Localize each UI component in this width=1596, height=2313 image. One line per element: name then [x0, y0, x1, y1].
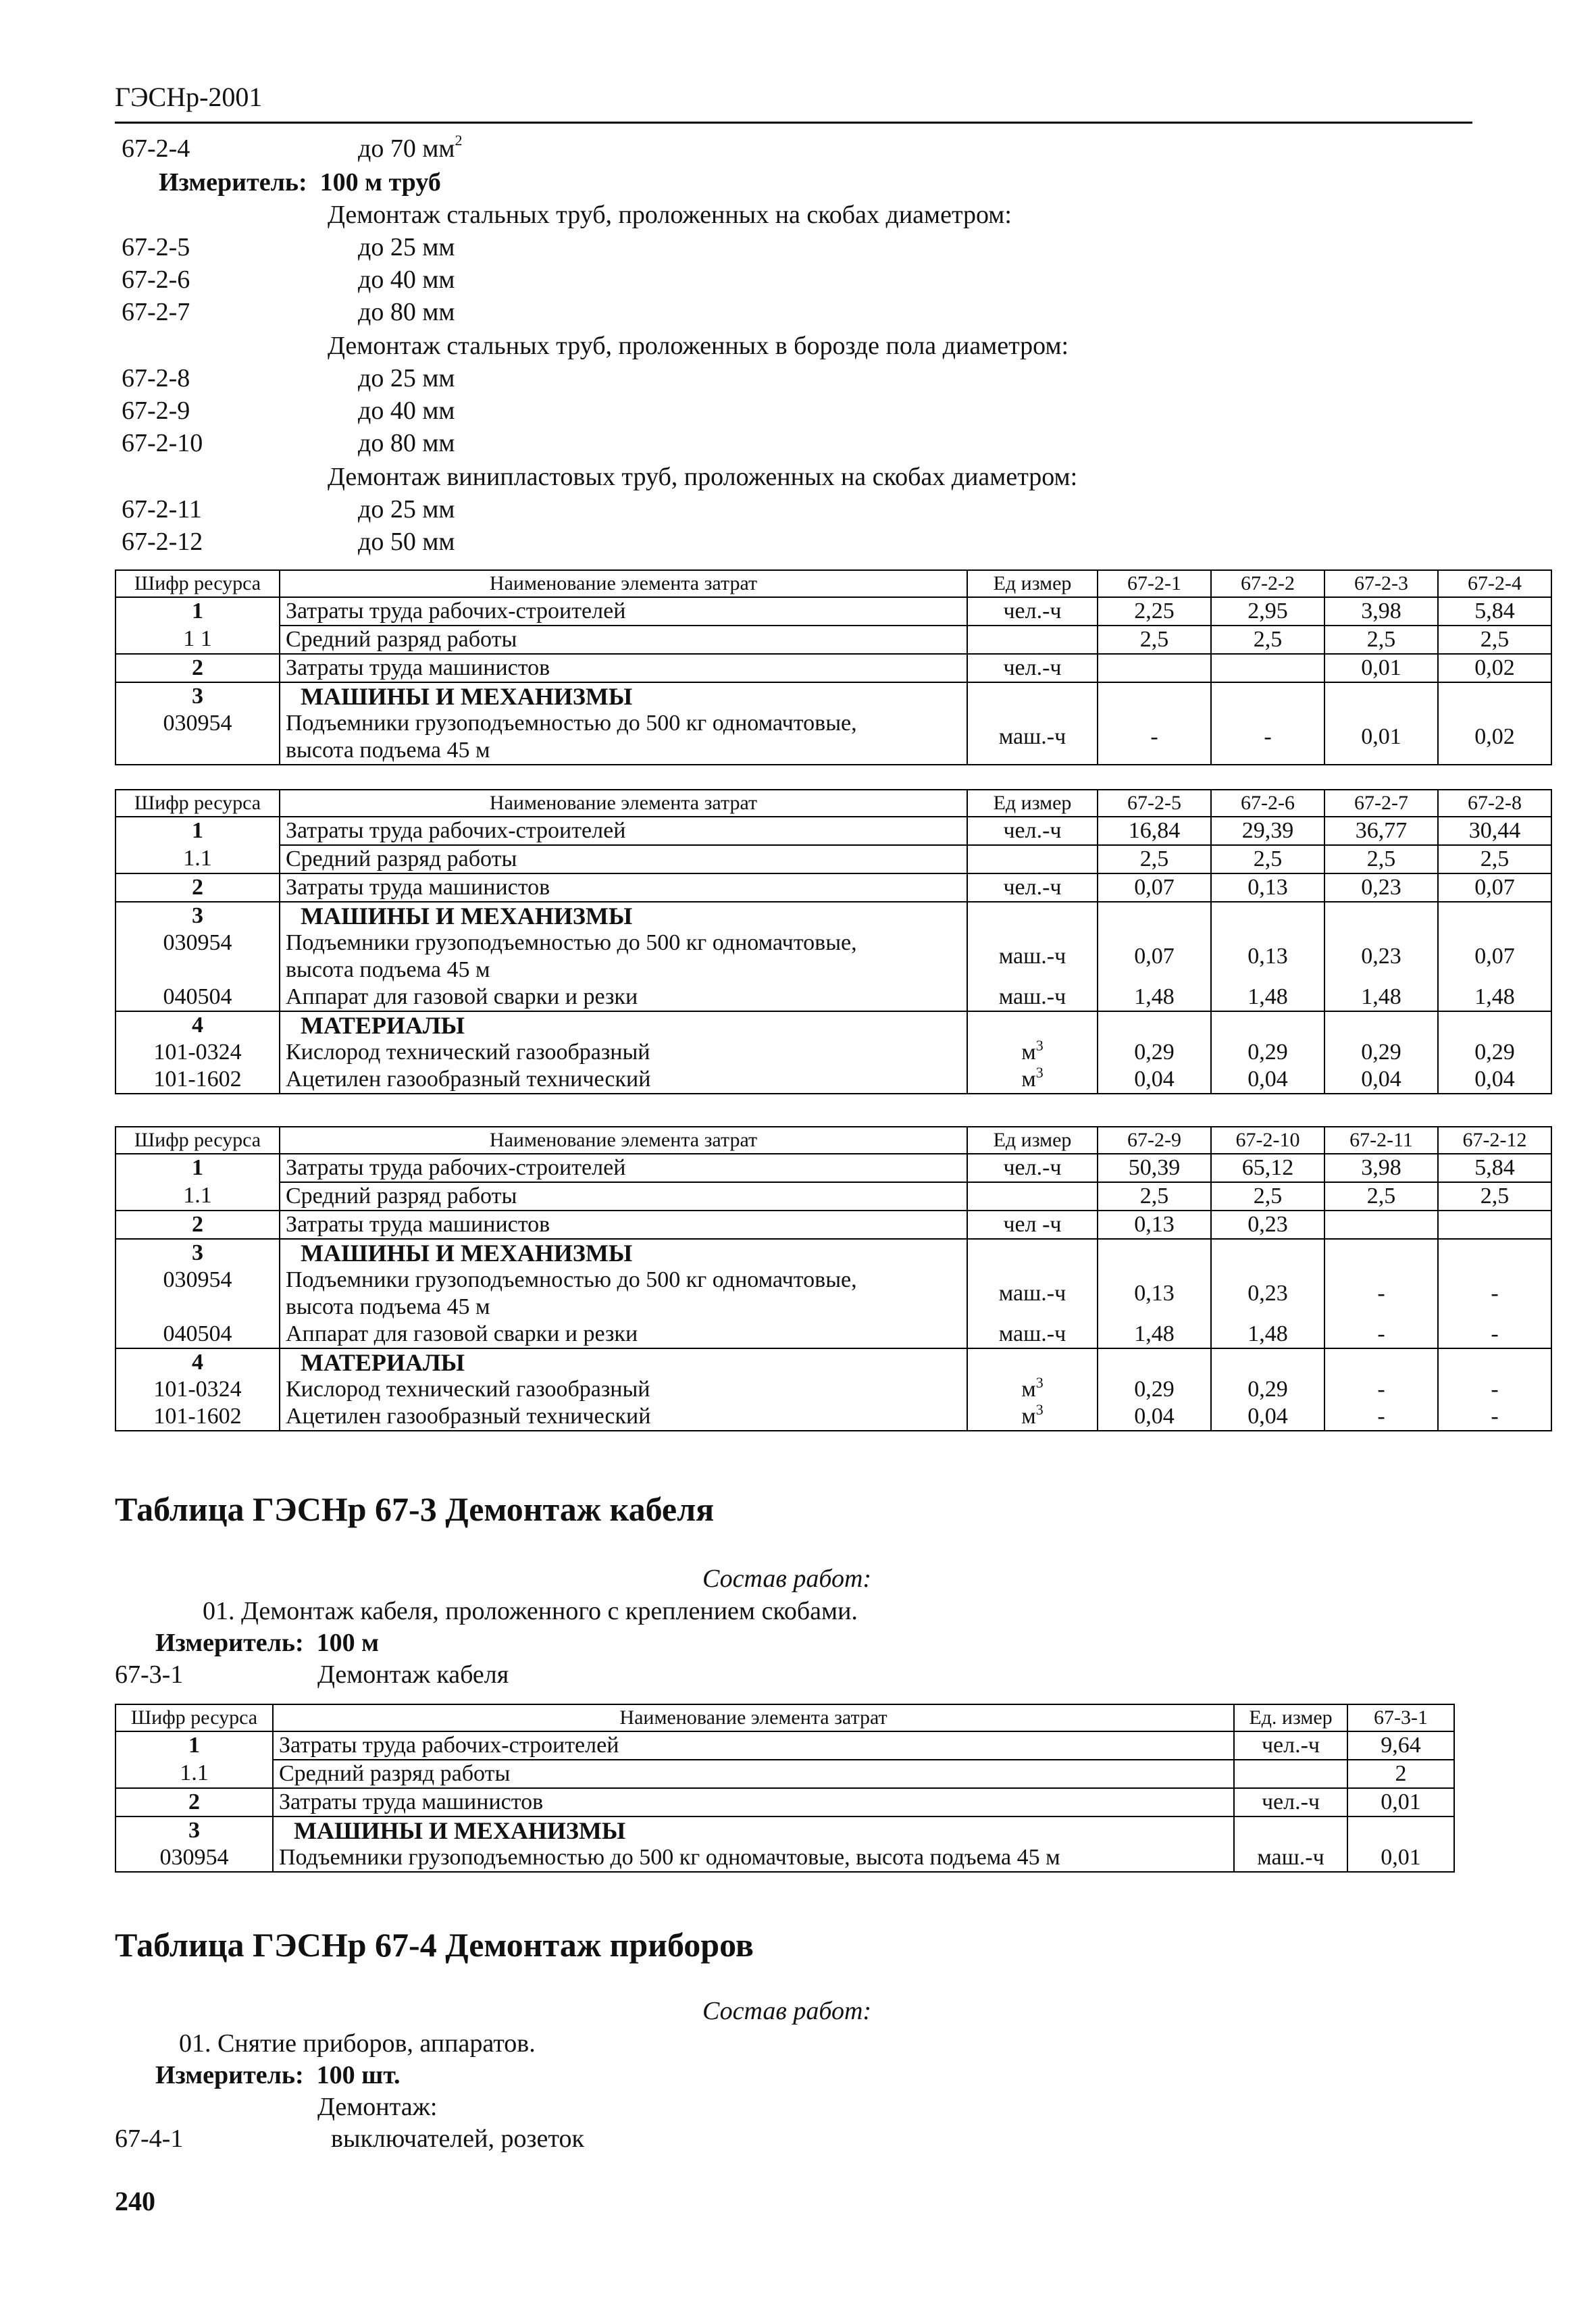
cell-value: 1,48: [1098, 984, 1211, 1011]
item-text: до 25 мм: [358, 495, 455, 524]
cell-value: 2,5: [1211, 845, 1324, 873]
cell-value: 0,29: [1098, 1039, 1211, 1066]
cell-name: Затраты труда машинистов: [280, 1211, 967, 1239]
cell-name: Затраты труда рабочих-строителей: [280, 817, 967, 845]
cell-code: 1: [115, 817, 280, 845]
table-row: [115, 1788, 1454, 1816]
cell-unit: чел.-ч: [1234, 1731, 1347, 1760]
header-name: Наименование элемента затрат: [280, 570, 967, 597]
table-row: [115, 1348, 1551, 1376]
cell-code: 101-1602: [115, 1403, 280, 1431]
cell-name: Ацетилен газообразный технический: [280, 1403, 967, 1431]
cell-empty: [1211, 1239, 1324, 1267]
cell-empty: [967, 1348, 1098, 1376]
cell-code: 3: [115, 902, 280, 930]
table-row: [115, 654, 1551, 682]
item-text: до 50 мм: [358, 528, 455, 556]
cell-empty: [1211, 1348, 1324, 1376]
item-text: до 40 мм: [358, 265, 455, 294]
cell-value: 36,77: [1324, 817, 1438, 845]
cell-value: 0,13: [1211, 930, 1324, 984]
group-heading: Демонтаж стальных труб, проложенных на скобах диаметром:: [328, 201, 1012, 229]
cell-value: 0,01: [1324, 710, 1438, 765]
cell-code: 1.1: [115, 1760, 273, 1788]
item-text: до 40 мм: [358, 397, 455, 425]
item-code: 67-2-6: [122, 265, 190, 294]
cell-code: 030954: [115, 710, 280, 765]
cell-unit: чел.-ч: [967, 654, 1098, 682]
item-code: 67-2-8: [122, 364, 190, 392]
cell-empty: [1098, 1239, 1211, 1267]
cell-value: 0,13: [1211, 873, 1324, 902]
cell-value: 2: [1347, 1760, 1454, 1788]
cell-unit: $м^3$: [967, 1403, 1098, 1431]
table-row: [115, 1760, 1454, 1788]
cell-value: 0,04: [1098, 1066, 1211, 1094]
table-header-row: [115, 570, 1551, 597]
cell-value: 0,29: [1438, 1039, 1551, 1066]
header-col: 67-2-3: [1324, 570, 1438, 597]
header-code: Шифр ресурса: [115, 1127, 280, 1154]
cell-code: 1.1: [115, 845, 280, 873]
cell-value: 2,5: [1438, 845, 1551, 873]
cell-empty: [1438, 1239, 1551, 1267]
cell-value: 3,98: [1324, 1154, 1438, 1182]
cell-code: 3: [115, 1239, 280, 1267]
cell-empty: [1098, 902, 1211, 930]
cell-unit: чел.-ч: [967, 1154, 1098, 1182]
cell-empty: [1098, 682, 1211, 710]
cell-name: Средний разряд работы: [280, 626, 967, 654]
table-row: [115, 1182, 1551, 1211]
cell-empty: [967, 1011, 1098, 1039]
table-row: [115, 1211, 1551, 1239]
cell-value: 0,02: [1438, 654, 1551, 682]
cell-unit: чел -ч: [967, 1211, 1098, 1239]
cell-code: 030954: [115, 930, 280, 984]
header-col: 67-2-12: [1438, 1127, 1551, 1154]
table-header-row: [115, 790, 1551, 817]
cell-empty: [1234, 1816, 1347, 1844]
cell-code: 1: [115, 597, 280, 626]
table-row: [115, 1039, 1551, 1066]
header-unit: Ед измер: [967, 790, 1098, 817]
table-row: [115, 1066, 1551, 1094]
section-title: Таблица ГЭСНр 67-4 Демонтаж приборов: [115, 1926, 754, 1964]
cell-name: Затраты труда рабочих-строителей: [273, 1731, 1234, 1760]
page-number: 240: [115, 2186, 155, 2216]
header-col: 67-2-5: [1098, 790, 1211, 817]
cell-code: 3: [115, 682, 280, 710]
cell-code: 101-0324: [115, 1376, 280, 1403]
cell-value: 2,5: [1098, 626, 1211, 654]
table-row: [115, 1376, 1551, 1403]
cell-code: 101-1602: [115, 1066, 280, 1094]
cell-empty: [1438, 682, 1551, 710]
cell-unit: маш.-ч: [967, 1267, 1098, 1321]
cell-value: 2,5: [1438, 626, 1551, 654]
cell-empty: [1098, 1011, 1211, 1039]
item-code: 67-2-9: [122, 397, 190, 425]
work-description: 01. Снятие приборов, аппаратов.: [179, 2029, 536, 2058]
cell-empty: [967, 1239, 1098, 1267]
table-row: [115, 1321, 1551, 1348]
cell-value: 50,39: [1098, 1154, 1211, 1182]
cell-name: Средний разряд работы: [280, 845, 967, 873]
cell-empty: [1211, 1011, 1324, 1039]
cell-code: 3: [115, 1816, 273, 1844]
cell-code: 1: [115, 1154, 280, 1182]
resource-table-4: [115, 1704, 1455, 1873]
cell-value: 1,48: [1211, 1321, 1324, 1348]
cell-empty: [1324, 682, 1438, 710]
header-col: 67-2-10: [1211, 1127, 1324, 1154]
cell-empty: [1438, 1011, 1551, 1039]
cell-unit: чел.-ч: [967, 817, 1098, 845]
cell-value: 0,23: [1211, 1211, 1324, 1239]
cell-empty: [1347, 1816, 1454, 1844]
cell-value: 2,5: [1211, 626, 1324, 654]
cell-unit: [1234, 1760, 1347, 1788]
cell-value: 0,29: [1324, 1039, 1438, 1066]
table-row: [115, 1844, 1454, 1872]
cell-value: 2,5: [1098, 1182, 1211, 1211]
table-row: [115, 1816, 1454, 1844]
cell-unit: $м^3$: [967, 1376, 1098, 1403]
header-col: 67-2-6: [1211, 790, 1324, 817]
running-header: ГЭСНр-2001: [115, 82, 263, 112]
cell-value: 0,23: [1324, 873, 1438, 902]
cell-code: 2: [115, 654, 280, 682]
composition-label: Состав работ:: [702, 1997, 872, 2025]
work-description: 01. Демонтаж кабеля, проложенного с креплением скобами.: [203, 1597, 858, 1625]
cell-code: 2: [115, 1211, 280, 1239]
cell-unit: маш.-ч: [967, 930, 1098, 984]
cell-value: -: [1211, 710, 1324, 765]
item-text: до 70 $мм^2$: [358, 132, 463, 163]
cell-code: 101-0324: [115, 1039, 280, 1066]
table-row: [115, 710, 1551, 765]
table-row: [115, 1239, 1551, 1267]
cell-unit: маш.-ч: [967, 710, 1098, 765]
cell-name: Затраты труда рабочих-строителей: [280, 597, 967, 626]
group-heading: Демонтаж винипластовых труб, проложенных на скобах диаметром:: [328, 463, 1078, 491]
cell-value: -: [1324, 1321, 1438, 1348]
cell-value: 0,04: [1211, 1403, 1324, 1431]
cell-name: Подъемники грузоподъемностью до 500 кг одномачтовые, высота подъема 45 м: [273, 1844, 1234, 1872]
cell-code: 1 1: [115, 626, 280, 654]
header-code: Шифр ресурса: [115, 790, 280, 817]
cell-empty: [967, 682, 1098, 710]
cell-value: 2,95: [1211, 597, 1324, 626]
cell-value: [1098, 654, 1211, 682]
cell-value: 0,07: [1438, 873, 1551, 902]
cell-value: -: [1324, 1376, 1438, 1403]
table-row: [115, 1011, 1551, 1039]
cell-value: 1,48: [1324, 984, 1438, 1011]
item-text: до 25 мм: [358, 364, 455, 392]
header-col: 67-2-7: [1324, 790, 1438, 817]
cell-value: -: [1324, 1403, 1438, 1431]
cell-empty: [1324, 902, 1438, 930]
item-code: 67-2-7: [122, 298, 190, 326]
cell-empty: [1324, 1348, 1438, 1376]
cell-empty: [1211, 902, 1324, 930]
cell-value: 5,84: [1438, 1154, 1551, 1182]
cell-value: 2,5: [1211, 1182, 1324, 1211]
section-title: Таблица ГЭСНр 67-3 Демонтаж кабеля: [115, 1490, 715, 1528]
header-col: 67-2-11: [1324, 1127, 1438, 1154]
table-row: [115, 1267, 1551, 1321]
cell-value: 0,02: [1438, 710, 1551, 765]
cell-name: Подъемники грузоподъемностью до 500 кг одномачтовые, высота подъема 45 м: [280, 710, 967, 765]
header-rule: [115, 122, 1472, 124]
cell-empty: [1324, 1011, 1438, 1039]
cell-value: 2,5: [1324, 845, 1438, 873]
cell-unit: чел.-ч: [967, 597, 1098, 626]
header-col: 67-3-1: [1347, 1704, 1454, 1731]
cell-empty: [1211, 682, 1324, 710]
item-text: до 80 мм: [358, 298, 455, 326]
cell-name: Затраты труда машинистов: [273, 1788, 1234, 1816]
cell-value: 0,01: [1347, 1844, 1454, 1872]
section-heading: МАШИНЫ И МЕХАНИЗМЫ: [280, 1239, 967, 1267]
table-row: [115, 1403, 1551, 1431]
cell-code: 040504: [115, 984, 280, 1011]
cell-value: 0,07: [1098, 930, 1211, 984]
section-heading: МАТЕРИАЛЫ: [280, 1011, 967, 1039]
item-text: Демонтаж кабеля: [317, 1660, 509, 1689]
cell-value: 0,04: [1211, 1066, 1324, 1094]
header-col: 67-2-1: [1098, 570, 1211, 597]
cell-empty: [1324, 1239, 1438, 1267]
cell-value: 0,01: [1347, 1788, 1454, 1816]
cell-name: Затраты труда машинистов: [280, 654, 967, 682]
header-col: 67-2-2: [1211, 570, 1324, 597]
table-row: [115, 597, 1551, 626]
cell-value: 1,48: [1438, 984, 1551, 1011]
header-col: 67-2-4: [1438, 570, 1551, 597]
item-code: 67-2-12: [122, 528, 203, 556]
table-row: [115, 1154, 1551, 1182]
header-name: Наименование элемента затрат: [280, 790, 967, 817]
cell-value: 0,29: [1098, 1376, 1211, 1403]
cell-value: [1324, 1211, 1438, 1239]
cell-value: [1211, 654, 1324, 682]
cell-code: 4: [115, 1348, 280, 1376]
cell-unit: чел.-ч: [967, 873, 1098, 902]
cell-name: Подъемники грузоподъемностью до 500 кг одномачтовые, высота подъема 45 м: [280, 1267, 967, 1321]
cell-name: Ацетилен газообразный технический: [280, 1066, 967, 1094]
cell-value: 2,5: [1324, 1182, 1438, 1211]
cell-name: Аппарат для газовой сварки и резки: [280, 1321, 967, 1348]
cell-unit: $м^3$: [967, 1066, 1098, 1094]
item-text: до 25 мм: [358, 233, 455, 261]
item-code: 67-3-1: [115, 1660, 184, 1689]
header-name: Наименование элемента затрат: [280, 1127, 967, 1154]
item-code: 67-4-1: [115, 2125, 184, 2153]
cell-value: 3,98: [1324, 597, 1438, 626]
cell-unit: маш.-ч: [967, 984, 1098, 1011]
cell-value: 0,29: [1211, 1376, 1324, 1403]
cell-code: 030954: [115, 1267, 280, 1321]
cell-value: -: [1098, 710, 1211, 765]
cell-value: 1,48: [1211, 984, 1324, 1011]
table-row: [115, 845, 1551, 873]
cell-value: 0,04: [1324, 1066, 1438, 1094]
cell-value: 29,39: [1211, 817, 1324, 845]
cell-value: 0,13: [1098, 1211, 1211, 1239]
resource-table-1: [115, 569, 1552, 765]
cell-name: Затраты труда машинистов: [280, 873, 967, 902]
section-heading: МАТЕРИАЛЫ: [280, 1348, 967, 1376]
table-row: [115, 902, 1551, 930]
cell-code: 1.1: [115, 1182, 280, 1211]
resource-table-2: [115, 789, 1552, 1094]
cell-value: 0,29: [1211, 1039, 1324, 1066]
item-code: 67-2-4: [122, 134, 190, 163]
cell-name: Подъемники грузоподъемностью до 500 кг одномачтовые, высота подъема 45 м: [280, 930, 967, 984]
table-header-row: [115, 1704, 1454, 1731]
cell-value: -: [1438, 1376, 1551, 1403]
table-row: [115, 682, 1551, 710]
cell-unit: [967, 626, 1098, 654]
cell-value: 1,48: [1098, 1321, 1211, 1348]
cell-unit: [967, 845, 1098, 873]
cell-value: 65,12: [1211, 1154, 1324, 1182]
cell-code: 1: [115, 1731, 273, 1760]
cell-unit: чел.-ч: [1234, 1788, 1347, 1816]
cell-value: 9,64: [1347, 1731, 1454, 1760]
item-text: до 80 мм: [358, 429, 455, 457]
item-code: 67-2-5: [122, 233, 190, 261]
cell-name: Аппарат для газовой сварки и резки: [280, 984, 967, 1011]
cell-value: 30,44: [1438, 817, 1551, 845]
cell-value: 0,04: [1098, 1403, 1211, 1431]
item-text: выключателей, розеток: [331, 2125, 584, 2153]
table-row: [115, 817, 1551, 845]
cell-value: 0,01: [1324, 654, 1438, 682]
table-row: [115, 930, 1551, 984]
cell-name: Кислород технический газообразный: [280, 1376, 967, 1403]
section-heading: МАШИНЫ И МЕХАНИЗМЫ: [273, 1816, 1234, 1844]
resource-table-3: [115, 1126, 1552, 1431]
header-unit: Ед измер: [967, 1127, 1098, 1154]
cell-value: 0,23: [1211, 1267, 1324, 1321]
header-col: 67-2-9: [1098, 1127, 1211, 1154]
cell-code: 2: [115, 873, 280, 902]
cell-unit: маш.-ч: [1234, 1844, 1347, 1872]
cell-name: Кислород технический газообразный: [280, 1039, 967, 1066]
cell-empty: [1438, 1348, 1551, 1376]
measure-line: Измеритель: 100 м труб: [159, 168, 441, 197]
measure-line: Измеритель: 100 м: [155, 1629, 380, 1657]
header-unit: Ед. измер: [1234, 1704, 1347, 1731]
header-unit: Ед измер: [967, 570, 1098, 597]
table-row: [115, 626, 1551, 654]
header-col: 67-2-8: [1438, 790, 1551, 817]
group-heading: Демонтаж стальных труб, проложенных в борозде пола диаметром:: [328, 332, 1069, 360]
section-heading: МАШИНЫ И МЕХАНИЗМЫ: [280, 682, 967, 710]
cell-value: 5,84: [1438, 597, 1551, 626]
cell-value: 16,84: [1098, 817, 1211, 845]
cell-value: -: [1438, 1321, 1551, 1348]
cell-value: 0,07: [1098, 873, 1211, 902]
cell-code: 4: [115, 1011, 280, 1039]
section-heading: МАШИНЫ И МЕХАНИЗМЫ: [280, 902, 967, 930]
cell-value: 0,07: [1438, 930, 1551, 984]
cell-empty: [1438, 902, 1551, 930]
cell-code: 040504: [115, 1321, 280, 1348]
cell-code: 030954: [115, 1844, 273, 1872]
cell-value: 2,5: [1324, 626, 1438, 654]
table-row: [115, 1731, 1454, 1760]
cell-empty: [1098, 1348, 1211, 1376]
cell-empty: [967, 902, 1098, 930]
cell-value: 2,5: [1438, 1182, 1551, 1211]
cell-unit: маш.-ч: [967, 1321, 1098, 1348]
cell-value: -: [1438, 1403, 1551, 1431]
measure-line: Измеритель: 100 шт.: [155, 2061, 401, 2089]
composition-label: Состав работ:: [702, 1565, 872, 1593]
item-code: 67-2-10: [122, 429, 203, 457]
cell-value: 0,04: [1438, 1066, 1551, 1094]
cell-unit: [967, 1182, 1098, 1211]
header-code: Шифр ресурса: [115, 1704, 273, 1731]
group-heading: Демонтаж:: [317, 2093, 438, 2121]
cell-value: 0,23: [1324, 930, 1438, 984]
cell-value: -: [1324, 1267, 1438, 1321]
header-name: Наименование элемента затрат: [273, 1704, 1234, 1731]
cell-unit: $м^3$: [967, 1039, 1098, 1066]
table-row: [115, 984, 1551, 1011]
cell-code: 2: [115, 1788, 273, 1816]
cell-name: Затраты труда рабочих-строителей: [280, 1154, 967, 1182]
item-code: 67-2-11: [122, 495, 202, 524]
cell-value: [1438, 1211, 1551, 1239]
table-row: [115, 873, 1551, 902]
cell-value: 0,13: [1098, 1267, 1211, 1321]
table-header-row: [115, 1127, 1551, 1154]
cell-value: 2,5: [1098, 845, 1211, 873]
cell-value: -: [1438, 1267, 1551, 1321]
header-code: Шифр ресурса: [115, 570, 280, 597]
cell-value: 2,25: [1098, 597, 1211, 626]
cell-name: Средний разряд работы: [273, 1760, 1234, 1788]
cell-name: Средний разряд работы: [280, 1182, 967, 1211]
